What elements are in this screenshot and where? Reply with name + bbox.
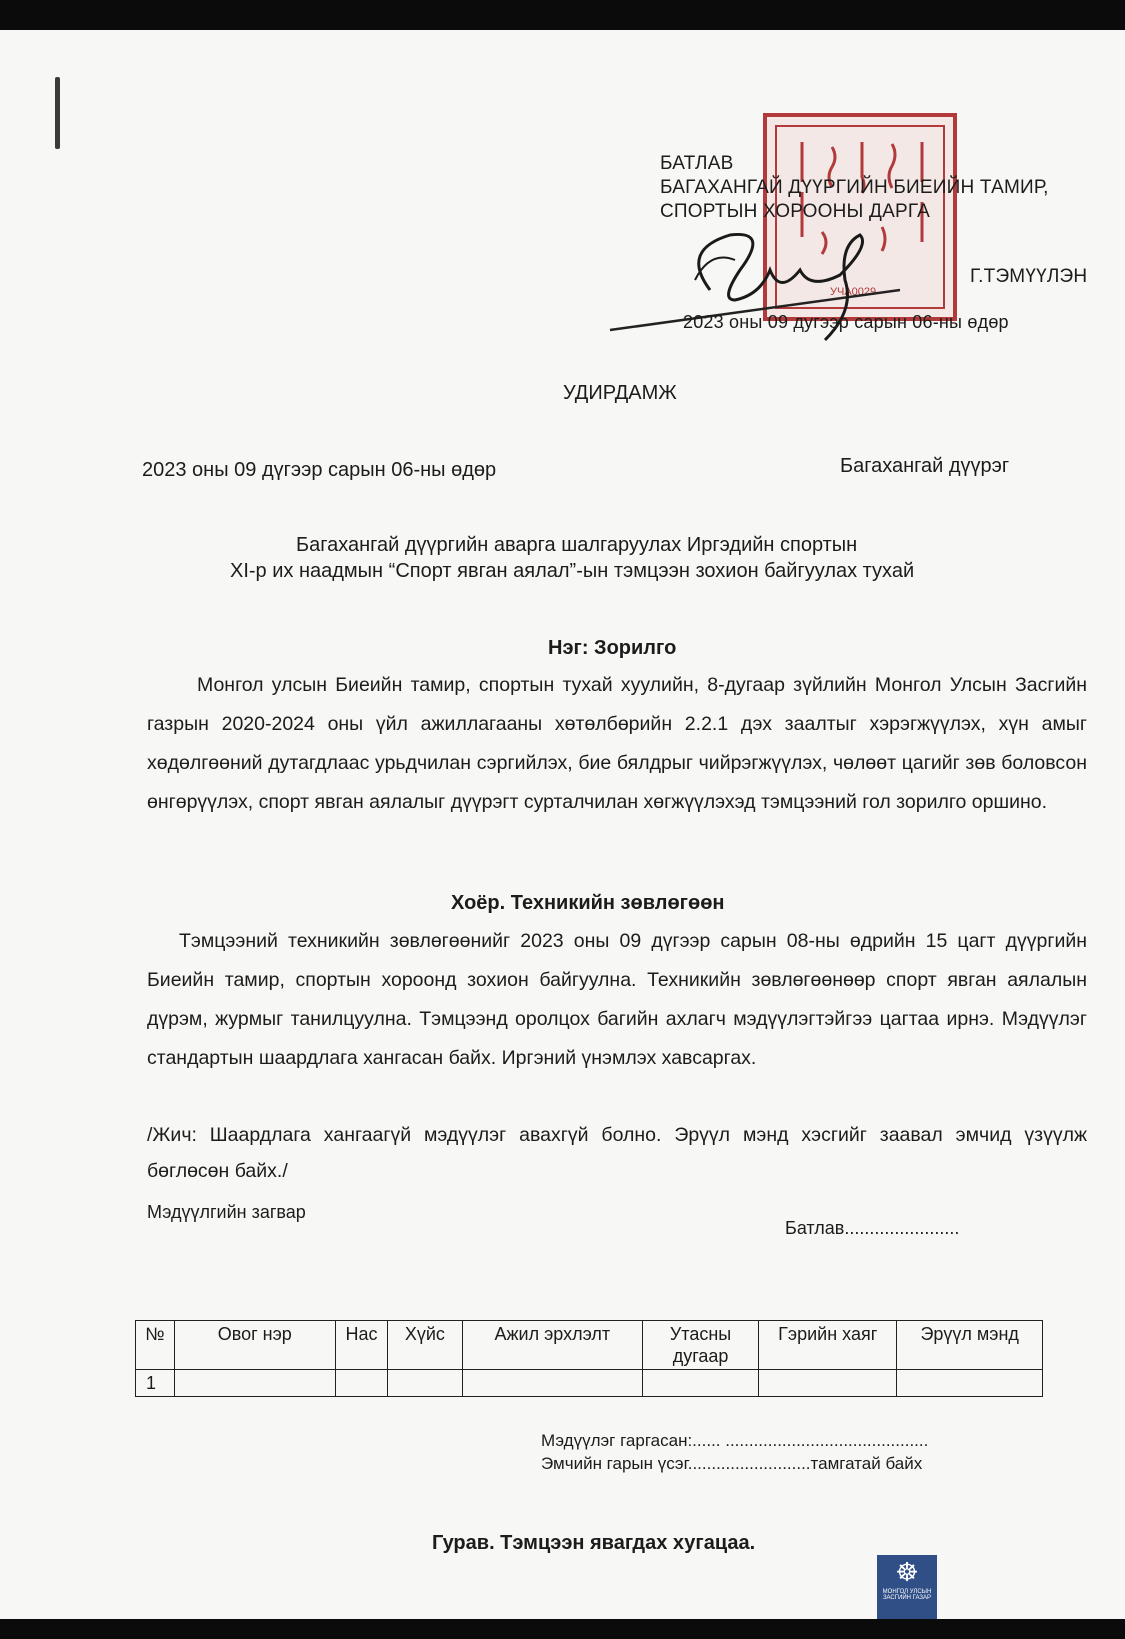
form-approve: Батлав....................... [785, 1218, 960, 1238]
section-1-heading: Нэг: Зорилго [548, 637, 677, 659]
cell-employment[interactable] [462, 1370, 642, 1397]
section-3-heading: Гурав. Тэмцээн явагдах хугацаа. [432, 1532, 756, 1554]
col-health: Эрүүл мэнд [897, 1321, 1043, 1370]
approver-position: СПОРТЫН ХОРООНЫ ДАРГА [660, 201, 930, 222]
cell-number[interactable]: 1 [136, 1370, 175, 1397]
form-caption: Мэдүүлгийн загвар [147, 1202, 306, 1222]
section-2-heading: Хоёр. Техникийн зөвлөгөөн [451, 892, 725, 914]
cell-health[interactable] [897, 1370, 1043, 1397]
stamp-code: УЧА0029 [830, 286, 877, 298]
form-submitted-by: Мэдүүлэг гаргасан:...... ........................................... [541, 1431, 929, 1450]
cell-age[interactable] [335, 1370, 387, 1397]
margin-mark [55, 77, 60, 149]
approval-date: 2023 оны 09 дугээр сарын 06-ны өдөр [683, 312, 1009, 332]
col-age: Нас [335, 1321, 387, 1370]
col-address: Гэрийн хаяг [759, 1321, 897, 1370]
table-header-row [136, 1321, 1043, 1370]
cell-full-name[interactable] [174, 1370, 335, 1397]
form-doctor-signature: Эмчийн гарын үсэг..........................тамгатай байх [541, 1454, 923, 1473]
document-date: 2023 оны 09 дүгээр сарын 06-ны өдөр [142, 459, 497, 481]
document-type: УДИРДАМЖ [563, 382, 677, 404]
government-logo [877, 1555, 937, 1619]
soyombo-icon: ☸ [895, 1557, 919, 1587]
col-employment: Ажил эрхлэлт [462, 1321, 642, 1370]
subject-line-2: XI-р их наадмын “Спорт явган аялал”-ын тэмцээн зохион байгуулах тухай [230, 560, 915, 582]
col-gender: Хүйс [388, 1321, 462, 1370]
col-full-name: Овог нэр [174, 1321, 335, 1370]
logo-line-2: ЗАСГИЙН ГАЗАР [882, 1595, 932, 1601]
cell-address[interactable] [759, 1370, 897, 1397]
document-page [0, 30, 1125, 1619]
document-place: Багахангай дүүрэг [840, 455, 1010, 477]
subject-line-1: Багахангай дүүргийн аварга шалгаруулах Иргэдийн спортын [296, 534, 858, 556]
cell-phone[interactable] [643, 1370, 759, 1397]
table-row [136, 1370, 1043, 1397]
approver-org: БАГАХАНГАЙ ДҮҮРГИЙН БИЕИЙН ТАМИР, [660, 177, 1049, 198]
section-2-note: /Жич: Шаардлага хангаагүй мэдүүлэг авахгүй болно. Эрүүл мэнд хэсгийг заавал эмчид үзүүлж бөглөсөн байх./ [147, 1124, 1087, 1182]
application-form-table [135, 1320, 1043, 1397]
col-number: № [136, 1321, 175, 1370]
logo-line-1: МОНГОЛ УЛСЫН [882, 1589, 932, 1595]
approve-label: БАТЛАВ [660, 153, 734, 174]
section-2-text: Тэмцээний техникийн зөвлөгөөнийг 2023 оны 09 дүгээр сарын 08-ны өдрийн 15 цагт дүүргийн Биеийн тамир, спортын хороонд зохион байгуулна. Техникийн зөвлөгөөнөөр спорт явган аялалын дүрэм, журмыг танилцуулна. Тэмцээнд оролцох багийн ахлагч мэдүүлэгтэйгээ цагтаа ирнэ. Мэдүүлэг стандартын шаардлага хангасан байх. Иргэний үнэмлэх хавсаргах. [147, 930, 1087, 1069]
col-phone: Утасны дугаар [643, 1321, 759, 1370]
cell-gender[interactable] [388, 1370, 462, 1397]
approver-name: Г.ТЭМҮҮЛЭН [970, 266, 1088, 287]
section-1-text: Монгол улсын Биеийн тамир, спортын тухай хуулийн, 8-дугаар зүйлийн Монгол Улсын Засгийн газрын 2020-2024 оны үйл ажиллагааны хөтөлбөрийн 2.2.1 дэх заалтыг хэрэгжүүлэх, хүн амыг хөдөлгөөний дутагдлаас урьдчилан сэргийлэх, бие бялдрыг чийрэгжүүлэх, чөлөөт цагийг зөв боловсон өнгөрүүлэх, спорт явган аялалыг дүүрэгт сурталчилан хөгжүүлэхэд тэмцээний гол зорилго оршино. [147, 674, 1087, 813]
